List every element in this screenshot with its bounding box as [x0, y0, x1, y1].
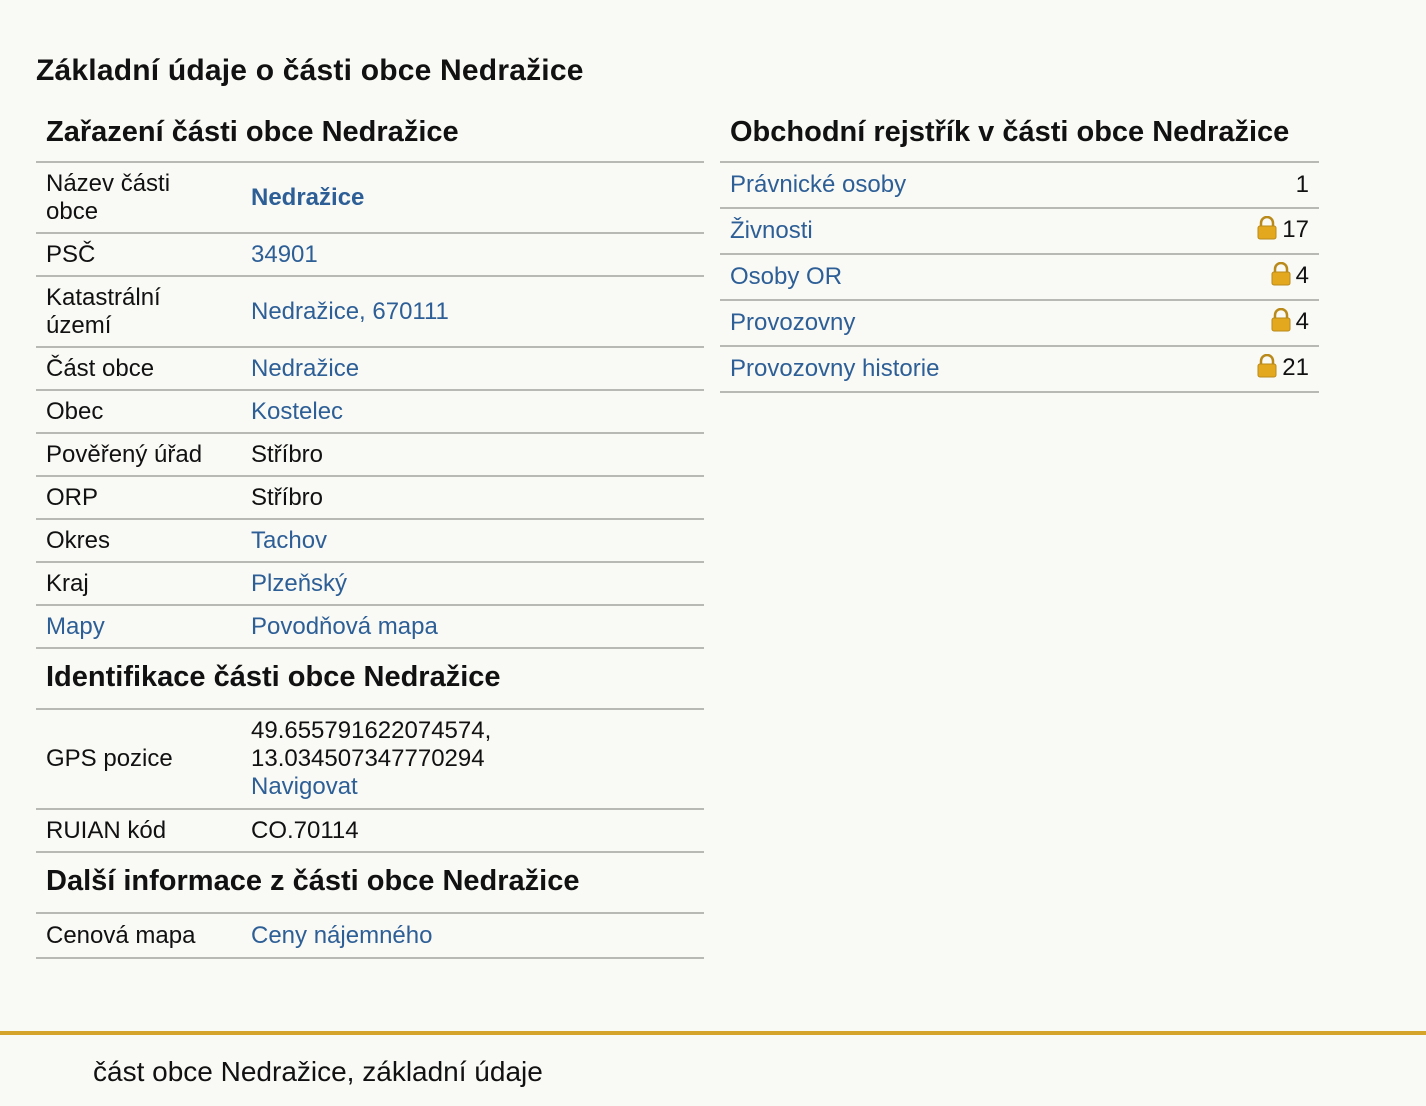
table-row: [720, 208, 1319, 254]
footer-divider: [0, 1031, 1426, 1035]
count: 4: [1295, 261, 1309, 289]
dalsi-heading: Další informace z části obce Nedražice: [36, 853, 704, 914]
table-row: [36, 433, 704, 476]
ceny-najemneho-link[interactable]: Ceny nájemného: [251, 921, 433, 949]
row-label: ORP: [36, 476, 232, 519]
count: 17: [1282, 215, 1309, 243]
row-label: Pověřený úřad: [36, 433, 232, 476]
right-column: [720, 112, 1319, 393]
pravnicke-osoby-link[interactable]: Právnické osoby: [730, 171, 907, 198]
table-row: [36, 914, 704, 958]
ruian-label: RUIAN kód: [36, 809, 232, 852]
lock-icon[interactable]: [1257, 216, 1277, 247]
table-row: [720, 254, 1319, 300]
row-label: Název části obce: [36, 163, 232, 233]
zarazeni-table: [36, 163, 704, 649]
table-row: [36, 605, 704, 648]
table-row: [36, 276, 704, 347]
nazev-link[interactable]: Nedražice: [251, 183, 365, 211]
count: 4: [1295, 307, 1309, 335]
identifikace-heading: Identifikace části obce Nedražice: [36, 649, 704, 710]
table-row: [36, 809, 704, 852]
cenova-mapa-label: Cenová mapa: [36, 914, 232, 958]
provozovny-historie-link[interactable]: Provozovny historie: [730, 355, 940, 382]
provozovny-link[interactable]: Provozovny: [730, 309, 856, 336]
identifikace-table: [36, 710, 704, 853]
mapy-link[interactable]: Mapy: [46, 612, 105, 640]
table-row: [36, 163, 704, 233]
povodnova-mapa-link[interactable]: Povodňová mapa: [251, 612, 438, 640]
row-label: Katastrální území: [36, 276, 232, 347]
row-label: Okres: [36, 519, 232, 562]
row-label: Obec: [36, 390, 232, 433]
rejstrik-heading: Obchodní rejstřík v části obce Nedražice: [720, 112, 1319, 163]
left-column: [36, 112, 704, 959]
row-label: Část obce: [36, 347, 232, 390]
katastr-link[interactable]: Nedražice, 670111: [251, 297, 449, 325]
obec-link[interactable]: Kostelec: [251, 397, 344, 425]
psc-link[interactable]: 34901: [251, 240, 318, 268]
count: 1: [1176, 163, 1319, 208]
gps-label: GPS pozice: [36, 710, 232, 809]
navigovat-link[interactable]: Navigovat: [251, 773, 358, 800]
table-row: [36, 710, 704, 809]
cast-obce-link[interactable]: Nedražice: [251, 354, 360, 382]
table-row: [36, 347, 704, 390]
row-label: PSČ: [36, 233, 232, 276]
page-title: Základní údaje o části obce Nedražice: [36, 54, 584, 87]
footer-text: část obce Nedražice, základní údaje: [93, 1056, 543, 1087]
table-row: [36, 233, 704, 276]
table-row: [36, 519, 704, 562]
lock-icon[interactable]: [1271, 308, 1291, 339]
table-row: [720, 163, 1319, 208]
lock-icon[interactable]: [1271, 262, 1291, 293]
table-row: [36, 390, 704, 433]
table-row: [720, 346, 1319, 392]
rejstrik-table: [720, 163, 1319, 393]
row-label: Kraj: [36, 562, 232, 605]
okres-link[interactable]: Tachov: [251, 526, 328, 554]
table-row: [720, 300, 1319, 346]
gps-latitude: 49.655791622074574,: [251, 717, 492, 744]
gps-longitude: 13.034507347770294: [251, 745, 485, 772]
table-row: [36, 562, 704, 605]
lock-icon[interactable]: [1257, 354, 1277, 385]
table-row: [36, 476, 704, 519]
row-value: Stříbro: [232, 433, 704, 476]
osoby-or-link[interactable]: Osoby OR: [730, 263, 843, 290]
count: 21: [1282, 353, 1309, 381]
dalsi-table: [36, 914, 704, 959]
row-value: Stříbro: [232, 476, 704, 519]
zivnosti-link[interactable]: Živnosti: [730, 217, 813, 244]
zarazeni-heading: Zařazení části obce Nedražice: [36, 112, 704, 163]
ruian-value: CO.70114: [232, 809, 704, 852]
kraj-link[interactable]: Plzeňský: [251, 569, 348, 597]
